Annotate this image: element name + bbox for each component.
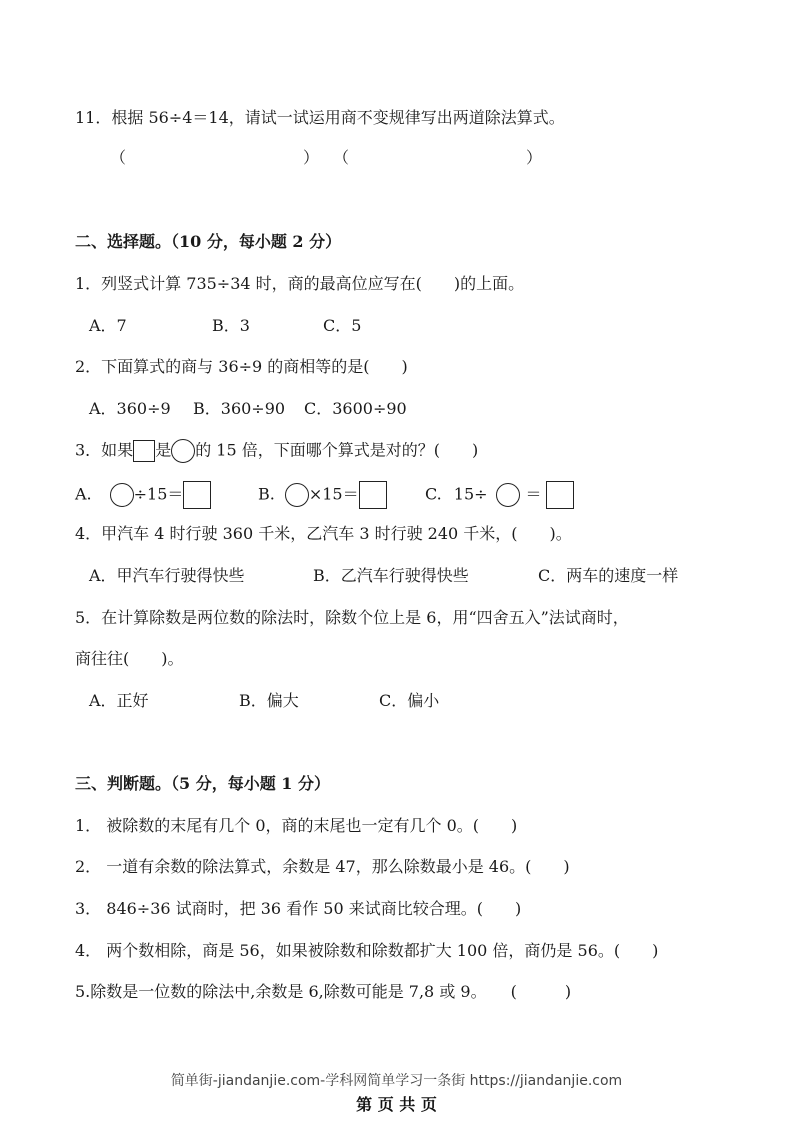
s2-q3-option-b-label: B. — [258, 484, 275, 504]
s2-q3-option-c — [425, 481, 574, 509]
section2-heading: 二、选择题。（10 分，每小题 2 分） — [75, 232, 342, 251]
s3-item-4: 4． 两个数相除，商是 56，如果被除数和除数都扩大 100 倍，商仍是 56。( ) — [75, 941, 659, 960]
page-number: 第 页 共 页 — [356, 1095, 437, 1114]
s2-q5-option-c: C．偏小 — [379, 691, 440, 710]
s2-q3-option-c-label: C. — [425, 484, 442, 504]
s2-q2-option-c: C．3600÷90 — [304, 399, 407, 418]
section3-heading: 三、判断题。（5 分，每小题 1 分） — [75, 774, 330, 793]
s3-item-2: 2． 一道有余数的除法算式，余数是 47，那么除数最小是 46。( ) — [75, 857, 570, 876]
s2-q5-text-line1: 5．在计算除数是两位数的除法时，除数个位上是 6，用“四舍五入”法试商时， — [75, 608, 629, 627]
s3-item-5: 5.除数是一位数的除法中,余数是 6,除数可能是 7,8 或 9。 ( ) — [75, 982, 572, 1001]
s2-q2-option-a: A．360÷9 — [89, 399, 171, 418]
s3-item-3: 3． 846÷36 试商时，把 36 看作 50 来试商比较合理。( ) — [75, 899, 522, 918]
s2-q2-text: 2．下面算式的商与 36÷9 的商相等的是( ) — [75, 357, 408, 376]
s3-item-1: 1． 被除数的末尾有几个 0，商的末尾也一定有几个 0。( ) — [75, 816, 518, 835]
q11-blank-1-open: （ — [110, 148, 127, 167]
s2-q1-option-b: B．3 — [212, 316, 250, 335]
square-shape-icon — [183, 481, 211, 509]
s2-q3-option-a-label: A. — [75, 484, 92, 504]
q11-text: 11．根据 56÷4＝14，请试一试运用商不变规律写出两道除法算式。 — [75, 108, 565, 127]
s2-q3-option-b — [258, 481, 387, 509]
q11-blank-1-close: ） — [303, 148, 320, 167]
s2-q1-option-c: C．5 — [323, 316, 362, 335]
s2-q3-option-c-pre: 15÷ — [453, 484, 488, 504]
q11-blank-2-open: （ — [333, 148, 350, 167]
s2-q3-stem — [75, 439, 478, 463]
s2-q4-text: 4．甲汽车 4 时行驶 360 千米，乙汽车 3 时行驶 240 千米，( )。 — [75, 524, 572, 543]
s2-q1-text: 1．列竖式计算 735÷34 时，商的最高位应写在( )的上面。 — [75, 274, 525, 293]
square-shape-icon — [133, 440, 155, 462]
s2-q4-option-b: B．乙汽车行驶得快些 — [313, 566, 469, 585]
s2-q3-mid1: 是 — [155, 440, 172, 460]
s2-q4-option-a: A．甲汽车行驶得快些 — [89, 566, 245, 585]
s2-q3-option-b-op: ×15＝ — [308, 484, 359, 504]
s2-q5-option-a: A．正好 — [89, 691, 149, 710]
circle-shape-icon — [496, 483, 520, 507]
s2-q5-text-line2: 商往往( )。 — [75, 649, 184, 668]
s2-q2-option-b: B．360÷90 — [193, 399, 286, 418]
s2-q3-prefix: 3．如果 — [75, 440, 134, 460]
square-shape-icon — [359, 481, 387, 509]
s2-q3-mid2: 的 15 倍，下面哪个算式是对的？( ) — [195, 440, 479, 460]
circle-shape-icon — [110, 483, 134, 507]
square-shape-icon — [546, 481, 574, 509]
s2-q3-option-a — [75, 481, 211, 509]
s2-q3-option-a-op: ÷15＝ — [133, 484, 184, 504]
s2-q1-option-a: A．7 — [89, 316, 127, 335]
q11-blank-2-close: ） — [526, 148, 543, 167]
s2-q3-option-c-eq: ＝ — [525, 484, 542, 504]
footer-watermark: 简单街-jiandanjie.com-学科网简单学习一条街 https://jiandanjie.com — [170, 1073, 623, 1089]
s2-q4-option-c: C．两车的速度一样 — [538, 566, 679, 585]
s2-q5-option-b: B．偏大 — [239, 691, 299, 710]
circle-shape-icon — [285, 483, 309, 507]
circle-shape-icon — [171, 439, 195, 463]
